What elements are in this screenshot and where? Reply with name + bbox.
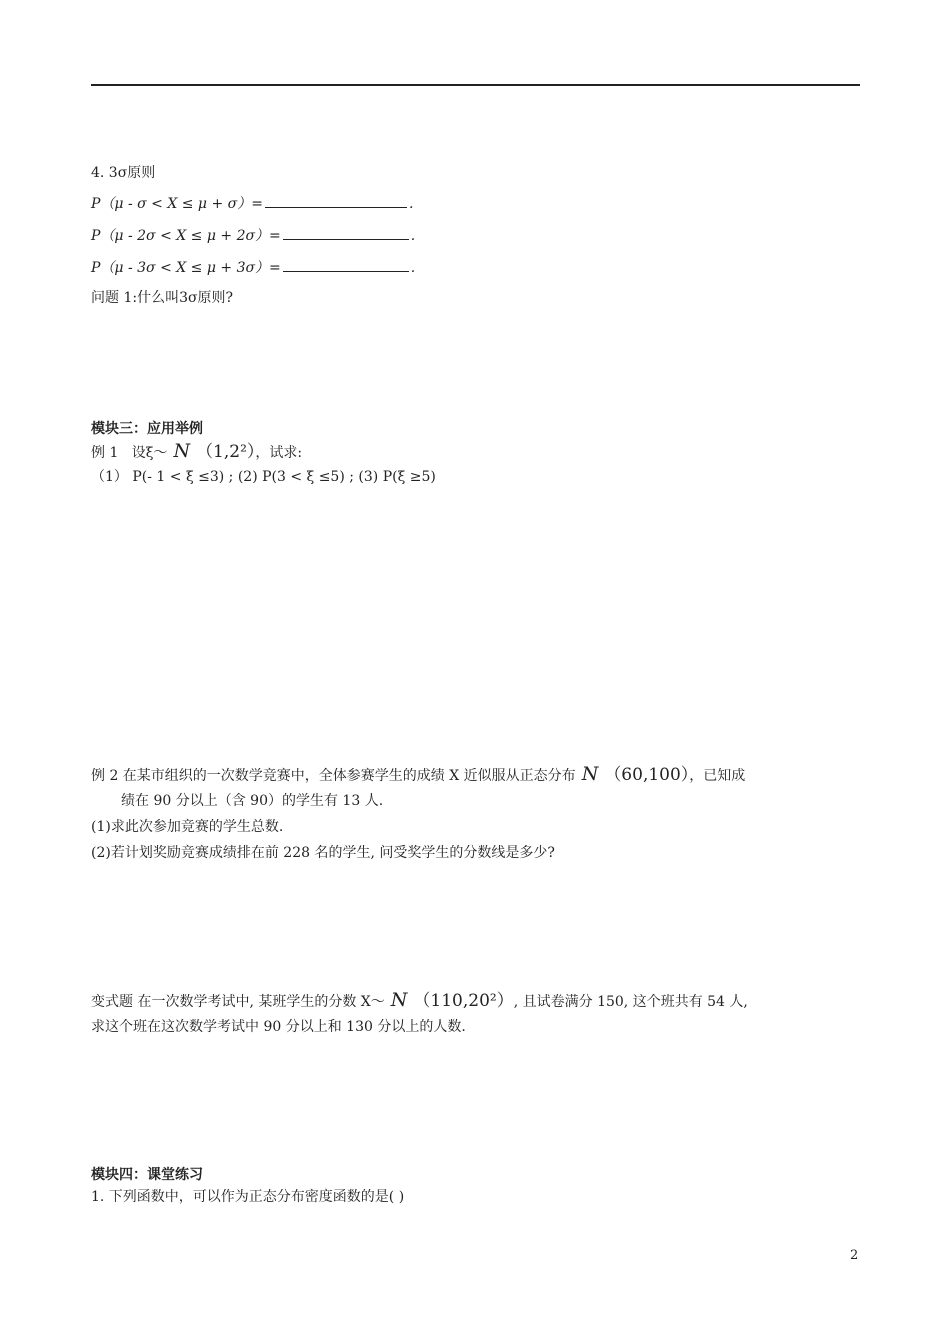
example-1-parts: （1） P(- 1 < ξ ≤3) ; (2) P(3 < ξ ≤5) ; (3) P(ξ ≥5) xyxy=(91,469,436,485)
page-number: 2 xyxy=(850,1248,859,1263)
module3-title: 模块三：应用举例 xyxy=(91,421,203,437)
header-rule xyxy=(91,84,860,86)
variant-line-2: 求这个班在这次数学考试中 90 分以上和 130 分以上的人数. xyxy=(91,1019,466,1035)
example-2-question-2: (2)若计划奖励竞赛成绩排在前 228 名的学生, 问受奖学生的分数线是多少? xyxy=(91,845,555,861)
normal-dist-symbol: N xyxy=(173,440,191,462)
variant-line-1: 变式题 在一次数学考试中, 某班学生的分数 X～ N （110,20²）, 且试卷满分 150, 这个班共有 54 人, xyxy=(91,989,748,1011)
probability-expression: P（μ - 3σ < X ≤ μ + 3σ）= xyxy=(91,260,281,276)
dist-params: （60,100） xyxy=(604,765,690,785)
normal-dist-symbol: N xyxy=(581,763,599,785)
dist-params: （1,2²） xyxy=(196,442,256,462)
example-1: 例 1 设ξ～ N （1,2²），试求: xyxy=(91,440,303,462)
probability-line-2: P（μ - 2σ < X ≤ μ + 2σ）= . xyxy=(91,225,415,246)
normal-dist-symbol: N xyxy=(390,989,408,1011)
probability-line-3: P（μ - 3σ < X ≤ μ + 3σ）= . xyxy=(91,257,415,278)
probability-line-1: P（μ - σ < X ≤ μ + σ）= . xyxy=(91,193,413,214)
example-2-line-1: 例 2 在某市组织的一次数学竞赛中，全体参赛学生的成绩 X 近似服从正态分布 N （60,100），已知成 xyxy=(91,763,746,785)
example-2-line-2: 绩在 90 分以上（含 90）的学生有 13 人. xyxy=(121,793,384,809)
example-2-question-1: (1)求此次参加竞赛的学生总数. xyxy=(91,819,284,835)
probability-expression: P（μ - 2σ < X ≤ μ + 2σ）= xyxy=(91,228,281,244)
practice-question-1: 1. 下列函数中，可以作为正态分布密度函数的是( ) xyxy=(91,1189,405,1205)
section-heading: 4. 3σ原则 xyxy=(91,165,156,181)
example-label: 例 1 xyxy=(91,445,119,461)
module4-title: 模块四：课堂练习 xyxy=(91,1167,203,1183)
probability-expression: P（μ - σ < X ≤ μ + σ）= xyxy=(91,196,263,212)
answer-blank[interactable] xyxy=(283,257,409,272)
answer-blank[interactable] xyxy=(265,193,407,208)
dist-params: （110,20²） xyxy=(413,991,514,1011)
question-1: 问题 1:什么叫3σ原则? xyxy=(91,290,234,306)
answer-blank[interactable] xyxy=(283,225,409,240)
